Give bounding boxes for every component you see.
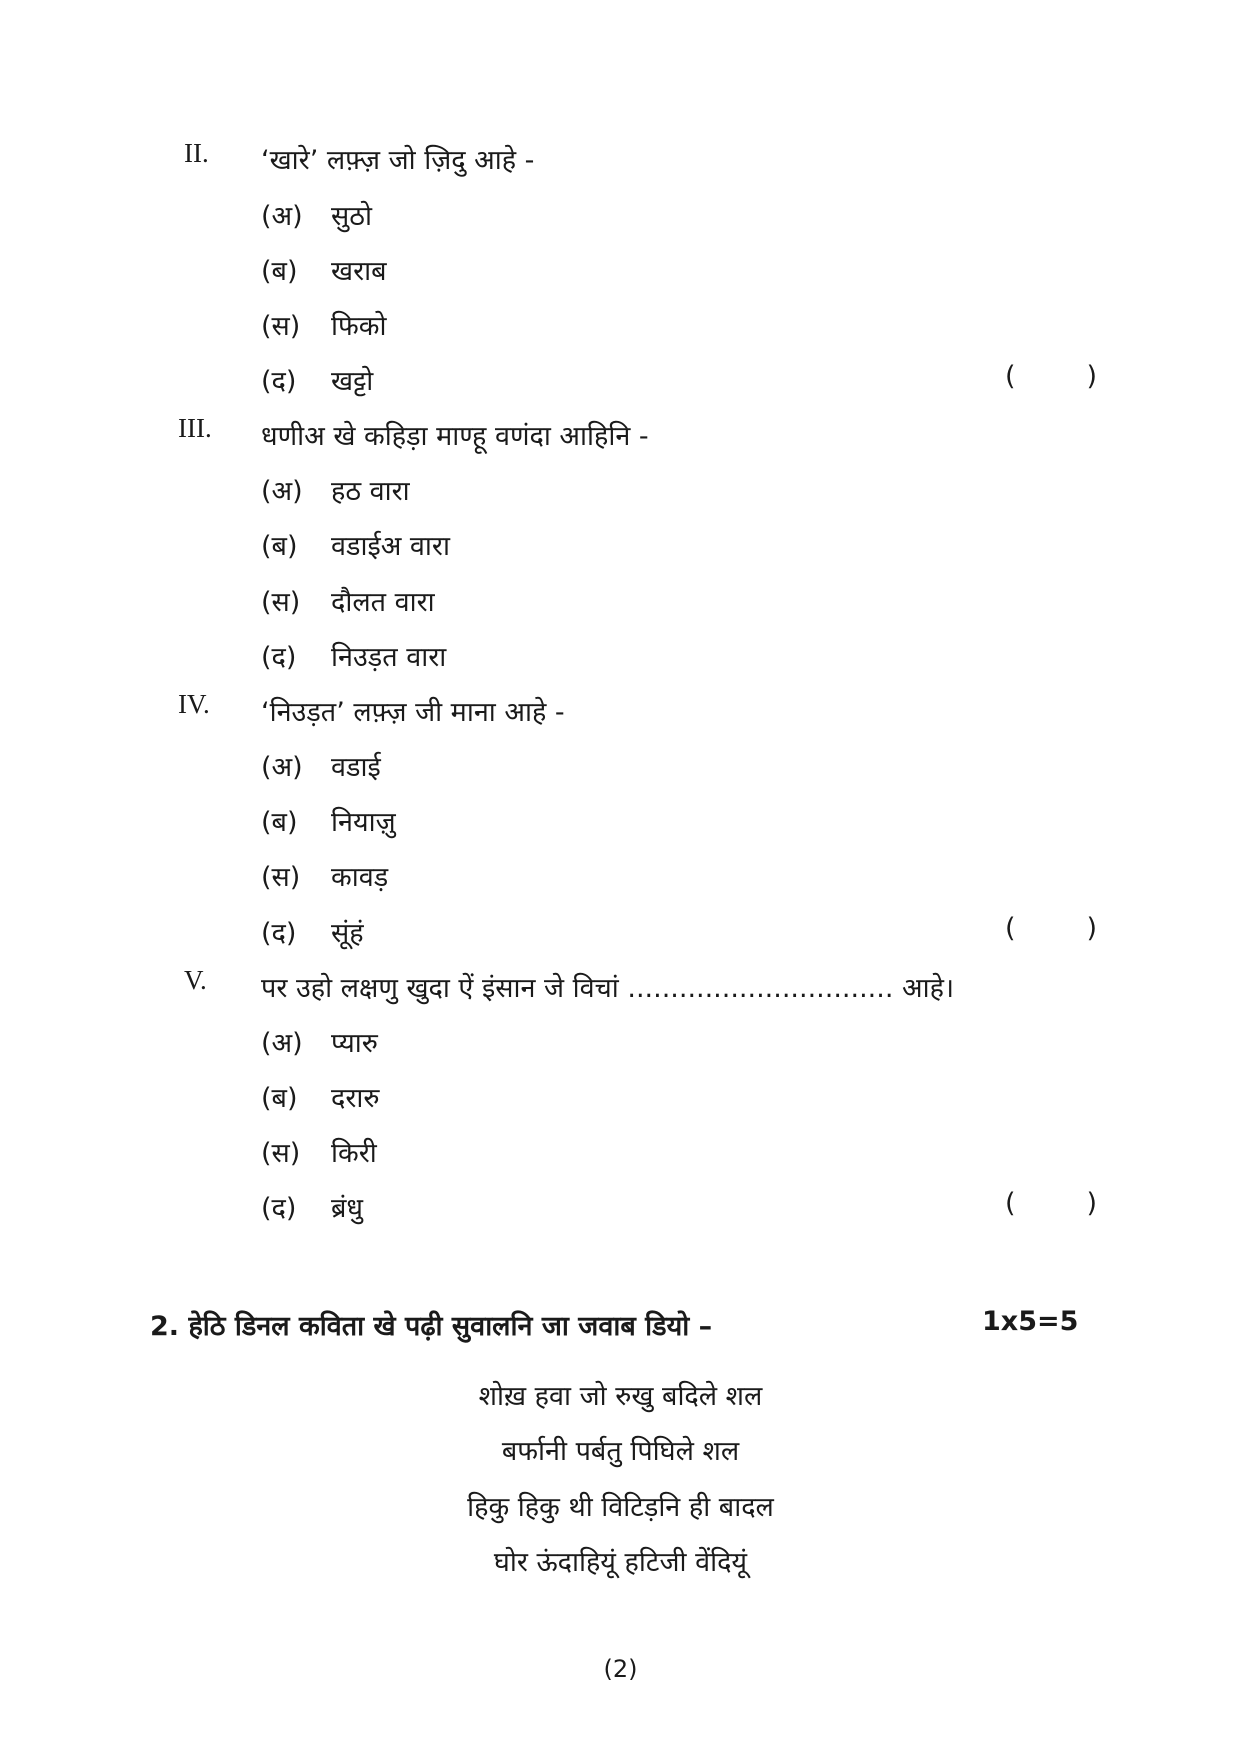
blank-open: (	[1005, 913, 1016, 944]
option-letter: (ब)	[261, 256, 298, 287]
option-text: दौलत वारा	[331, 587, 435, 618]
poem-line: बर्फानी पर्बतु पिघिले शल	[501, 1436, 740, 1467]
option-letter: (द)	[261, 918, 297, 949]
poem-line: घोर ऊंदाहियूं हटिजी वेंदियूं	[493, 1547, 748, 1578]
question-number: II.	[184, 138, 209, 168]
answer-blank[interactable]	[1005, 1188, 1097, 1219]
section-2-marks: 1x5=5	[982, 1306, 1079, 1337]
question-text: ‘निउड़त’ लफ़्ज़ जी माना आहे -	[261, 697, 565, 728]
option-letter: (ब)	[261, 1083, 298, 1114]
blank-open: (	[1005, 1188, 1016, 1219]
question-text: धणीअ खे कहिड़ा माण्हू वणंदा आहिनि -	[261, 421, 649, 452]
question-text: ‘खारे’ लफ़्ज़ जो ज़िदु आहे -	[261, 145, 535, 176]
option-text: नियाज़ु	[331, 807, 396, 838]
option-letter: (अ)	[261, 752, 303, 783]
option-text: सुठो	[331, 201, 372, 232]
option-letter: (द)	[261, 1193, 297, 1224]
option-letter: (स)	[261, 311, 301, 342]
option-letter: (अ)	[261, 201, 303, 232]
question-number: V.	[184, 965, 207, 995]
option-text: निउड़त वारा	[331, 642, 447, 673]
option-letter: (अ)	[261, 1028, 303, 1059]
option-letter: (ब)	[261, 531, 298, 562]
option-text: सूंहं	[331, 918, 364, 949]
page-number: (2)	[603, 1655, 638, 1683]
option-text: कावड़	[331, 862, 389, 893]
poem-line: शोख़ हवा जो रुखु बदिले शल	[478, 1381, 763, 1412]
option-text: वडाई	[331, 752, 381, 783]
option-text: खराब	[331, 256, 387, 287]
option-letter: (स)	[261, 1138, 301, 1169]
blank-close: )	[1086, 1188, 1097, 1219]
option-text: दरारु	[331, 1083, 380, 1114]
answer-blank[interactable]	[1005, 913, 1097, 944]
option-letter: (ब)	[261, 807, 298, 838]
question-number: III.	[178, 413, 212, 443]
option-letter: (अ)	[261, 476, 303, 507]
option-text: किरी	[331, 1138, 377, 1169]
blank-close: )	[1086, 361, 1097, 392]
section-2-heading: 2. हेठि डिनल कविता खे पढ़ी सुवालनि जा जवाब डियो –	[150, 1311, 713, 1342]
answer-blank[interactable]	[1005, 361, 1097, 392]
option-letter: (द)	[261, 642, 297, 673]
question-text: पर उहो लक्षणु खुदा ऐं इंसान जे विचां ............................... आहे।	[261, 973, 955, 1004]
option-text: वडाईअ वारा	[331, 531, 450, 562]
option-text: प्यारु	[331, 1028, 378, 1059]
blank-open: (	[1005, 361, 1016, 392]
blank-close: )	[1086, 913, 1097, 944]
question-number: IV.	[178, 689, 210, 719]
poem-line: हिकु हिकु थी विटिड़नि ही बादल	[467, 1492, 774, 1523]
option-text: हठ वारा	[331, 476, 410, 507]
option-text: ब्रंधु	[331, 1193, 364, 1224]
option-text: फिको	[331, 311, 387, 342]
option-letter: (द)	[261, 366, 297, 397]
option-letter: (स)	[261, 862, 301, 893]
option-letter: (स)	[261, 587, 301, 618]
option-text: खट्टो	[331, 366, 374, 397]
